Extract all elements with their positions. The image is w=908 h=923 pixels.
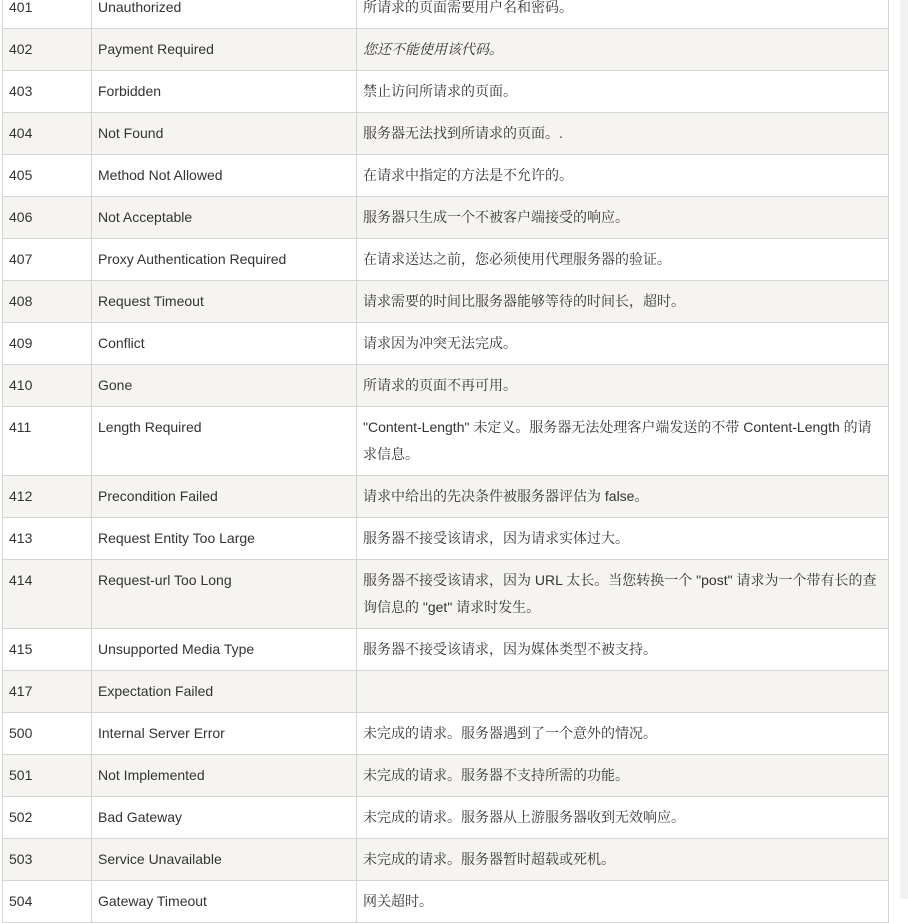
- status-description: 在请求中指定的方法是不允许的。: [357, 155, 889, 197]
- table-row: [3, 797, 889, 839]
- status-code: 405: [3, 155, 92, 197]
- status-code: 402: [3, 29, 92, 71]
- status-code: 403: [3, 71, 92, 113]
- table-row: [3, 671, 889, 713]
- status-code-table: [2, 0, 889, 923]
- status-code: 406: [3, 197, 92, 239]
- table-row: [3, 713, 889, 755]
- table-row: [3, 323, 889, 365]
- table-row: [3, 71, 889, 113]
- status-code: 415: [3, 629, 92, 671]
- table-row: [3, 518, 889, 560]
- vertical-scrollbar[interactable]: [900, 0, 908, 899]
- status-description: 在请求送达之前，您必须使用代理服务器的验证。: [357, 239, 889, 281]
- status-message: Method Not Allowed: [92, 155, 357, 197]
- status-message: Request-url Too Long: [92, 560, 357, 629]
- status-message: Request Entity Too Large: [92, 518, 357, 560]
- status-code: 412: [3, 476, 92, 518]
- status-code: 414: [3, 560, 92, 629]
- status-message: Service Unavailable: [92, 839, 357, 881]
- status-description: 请求中给出的先决条件被服务器评估为 false。: [357, 476, 889, 518]
- status-code: 407: [3, 239, 92, 281]
- table-row: [3, 0, 889, 29]
- status-code: 501: [3, 755, 92, 797]
- table-row: [3, 113, 889, 155]
- status-code: 502: [3, 797, 92, 839]
- status-message: Payment Required: [92, 29, 357, 71]
- status-description: 未完成的请求。服务器不支持所需的功能。: [357, 755, 889, 797]
- status-description: 服务器只生成一个不被客户端接受的响应。: [357, 197, 889, 239]
- status-code: 404: [3, 113, 92, 155]
- status-message: Bad Gateway: [92, 797, 357, 839]
- table-row: [3, 476, 889, 518]
- status-code: 413: [3, 518, 92, 560]
- status-message: Conflict: [92, 323, 357, 365]
- status-description: 服务器无法找到所请求的页面。.: [357, 113, 889, 155]
- table-row: [3, 239, 889, 281]
- table-row: [3, 629, 889, 671]
- status-description: [357, 671, 889, 713]
- status-code: 408: [3, 281, 92, 323]
- status-description: 未完成的请求。服务器遇到了一个意外的情况。: [357, 713, 889, 755]
- table-row: [3, 755, 889, 797]
- scrollbar-thumb[interactable]: [901, 0, 907, 899]
- status-code: 504: [3, 881, 92, 923]
- status-message: Not Acceptable: [92, 197, 357, 239]
- status-code: 409: [3, 323, 92, 365]
- table-row: [3, 881, 889, 923]
- status-message: Forbidden: [92, 71, 357, 113]
- status-message: Expectation Failed: [92, 671, 357, 713]
- status-message: Request Timeout: [92, 281, 357, 323]
- status-message: Precondition Failed: [92, 476, 357, 518]
- status-message: Not Found: [92, 113, 357, 155]
- status-description: 禁止访问所请求的页面。: [357, 71, 889, 113]
- status-description: 服务器不接受该请求，因为媒体类型不被支持。: [357, 629, 889, 671]
- table-row: [3, 365, 889, 407]
- status-description: 服务器不接受该请求，因为 URL 太长。当您转换一个 "post" 请求为一个带有长的查询信息的 "get" 请求时发生。: [357, 560, 889, 629]
- table-row: [3, 281, 889, 323]
- table-row: [3, 839, 889, 881]
- status-message: Gone: [92, 365, 357, 407]
- status-message: Gateway Timeout: [92, 881, 357, 923]
- status-description: 未完成的请求。服务器从上游服务器收到无效响应。: [357, 797, 889, 839]
- status-message: Unsupported Media Type: [92, 629, 357, 671]
- status-description: 未完成的请求。服务器暂时超载或死机。: [357, 839, 889, 881]
- status-message: Internal Server Error: [92, 713, 357, 755]
- status-message: Not Implemented: [92, 755, 357, 797]
- status-description: 所请求的页面需要用户名和密码。: [357, 0, 889, 29]
- table-row: [3, 407, 889, 476]
- status-description: 网关超时。: [357, 881, 889, 923]
- status-description: 请求需要的时间比服务器能够等待的时间长，超时。: [357, 281, 889, 323]
- status-code: 503: [3, 839, 92, 881]
- status-code: 411: [3, 407, 92, 476]
- status-code: 410: [3, 365, 92, 407]
- status-code: 500: [3, 713, 92, 755]
- status-description: 请求因为冲突无法完成。: [357, 323, 889, 365]
- status-code: 401: [3, 0, 92, 29]
- table-row: [3, 560, 889, 629]
- table-row: [3, 197, 889, 239]
- status-message: Proxy Authentication Required: [92, 239, 357, 281]
- table-row: [3, 155, 889, 197]
- status-description: 所请求的页面不再可用。: [357, 365, 889, 407]
- status-description: "Content-Length" 未定义。服务器无法处理客户端发送的不带 Content-Length 的请求信息。: [357, 407, 889, 476]
- status-description: 服务器不接受该请求，因为请求实体过大。: [357, 518, 889, 560]
- status-description: 您还不能使用该代码。: [357, 29, 889, 71]
- status-message: Unauthorized: [92, 0, 357, 29]
- status-code: 417: [3, 671, 92, 713]
- table-row: [3, 29, 889, 71]
- status-message: Length Required: [92, 407, 357, 476]
